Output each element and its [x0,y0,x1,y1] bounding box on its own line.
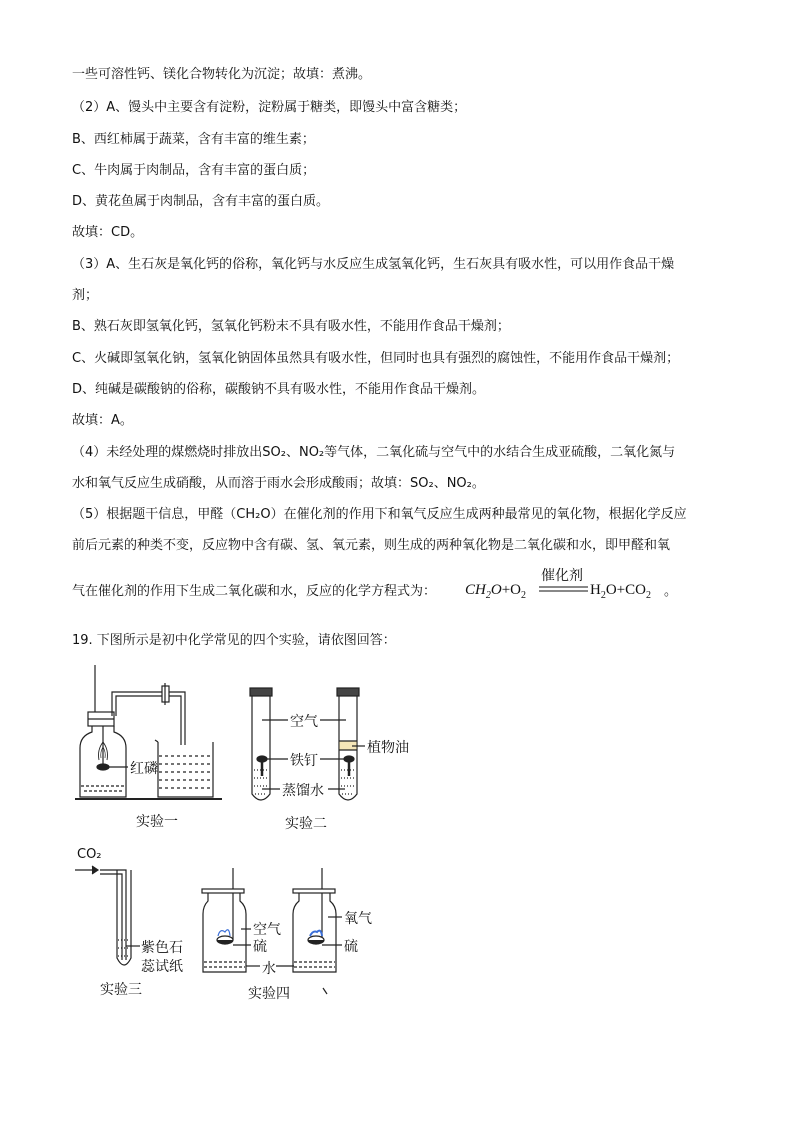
plus-sign: + [501,582,511,598]
solution-line: 气在催化剂的作用下生成二氧化碳和水，反应的化学方程式为： [72,584,437,599]
label-red-phosphorus: 红磷 [130,761,158,777]
label-air: 空气 [290,714,318,730]
caption-exp2: 实验二 [285,816,327,832]
label-water: 水 [262,961,276,977]
caption-exp3: 实验三 [100,982,142,998]
solution-line: B、熟石灰即氢氧化钙，氢氧化钙粉末不具有吸水性，不能用作食品干燥剂； [72,319,510,334]
question-19: 19. 下图所示是初中化学常见的四个实验，请依图回答： [72,633,396,648]
label-iron-nail: 铁钉 [290,753,318,769]
solution-line: 剂； [72,288,99,303]
solution-line: C、牛肉属于肉制品，含有丰富的蛋白质； [72,163,316,178]
label-litmus-paper-2: 蕊试纸 [141,959,183,975]
caption-exp4: 实验四 [248,986,290,1002]
solution-line: （3）A、生石灰是氧化钙的俗称，氧化钙与水反应生成氢氧化钙，生石灰具有吸水性，可以用作食品干燥 [72,257,675,272]
catalyst-label: 催化剂 [541,568,583,584]
solution-line: 故填：A。 [72,413,133,428]
solution-line: （5）根据题干信息，甲醛（CH₂O）在催化剂的作用下和氧气反应生成两种最常见的氧化物，根据化学反应 [72,507,687,522]
solution-line: 一些可溶性钙、镁化合物转化为沉淀；故填：煮沸。 [72,67,372,82]
solution-line: （2）A、馒头中主要含有淀粉，淀粉属于糖类，即馒头中富含糖类； [72,100,467,115]
solution-line: 故填：CD。 [72,225,144,240]
caption-exp1: 实验一 [136,814,178,830]
solution-line: D、纯碱是碳酸钠的俗称，碳酸钠不具有吸水性，不能用作食品干燥剂。 [72,382,486,397]
equation-period: 。 [664,584,678,599]
label-distilled-water: 蒸馏水 [282,783,324,799]
solution-line: 水和氧气反应生成硝酸，从而溶于雨水会形成酸雨；故填：SO₂、NO₂。 [72,476,485,491]
solution-line: （4）未经处理的煤燃烧时排放出SO₂、NO₂等气体，二氧化硫与空气中的水结合生成亚硫酸，二氧化氮与 [72,445,676,460]
solution-line: C、火碱即氢氧化钠，氢氧化钠固体虽然具有吸水性，但同时也具有强烈的腐蚀性，不能用作食品干燥剂； [72,351,680,366]
formula-formaldehyde: $CH_2O$ [465,582,502,601]
exp1-apparatus [75,665,222,799]
equation-products: $H_2O+CO_2$ [590,582,651,601]
label-sulfur-2: 硫 [344,939,358,955]
label-sulfur-1: 硫 [253,939,267,955]
label-litmus-paper-1: 紫色石 [141,940,183,956]
solution-line: 前后元素的种类不变，反应物中含有碳、氢、氧元素，则生成的两种氧化物是二氧化碳和水，即甲醛和氧 [72,538,671,553]
label-co2: CO₂ [77,847,102,862]
solution-line: B、西红柿属于蔬菜，含有丰富的维生素； [72,132,315,147]
label-vegetable-oil: 植物油 [367,740,409,756]
formula-oxygen: $O_2$ [510,582,526,601]
label-air-exp4: 空气 [253,922,281,938]
solution-line: D、黄花鱼属于肉制品，含有丰富的蛋白质。 [72,194,330,209]
exp3-apparatus [75,866,140,965]
label-oxygen: 氧气 [344,911,372,927]
